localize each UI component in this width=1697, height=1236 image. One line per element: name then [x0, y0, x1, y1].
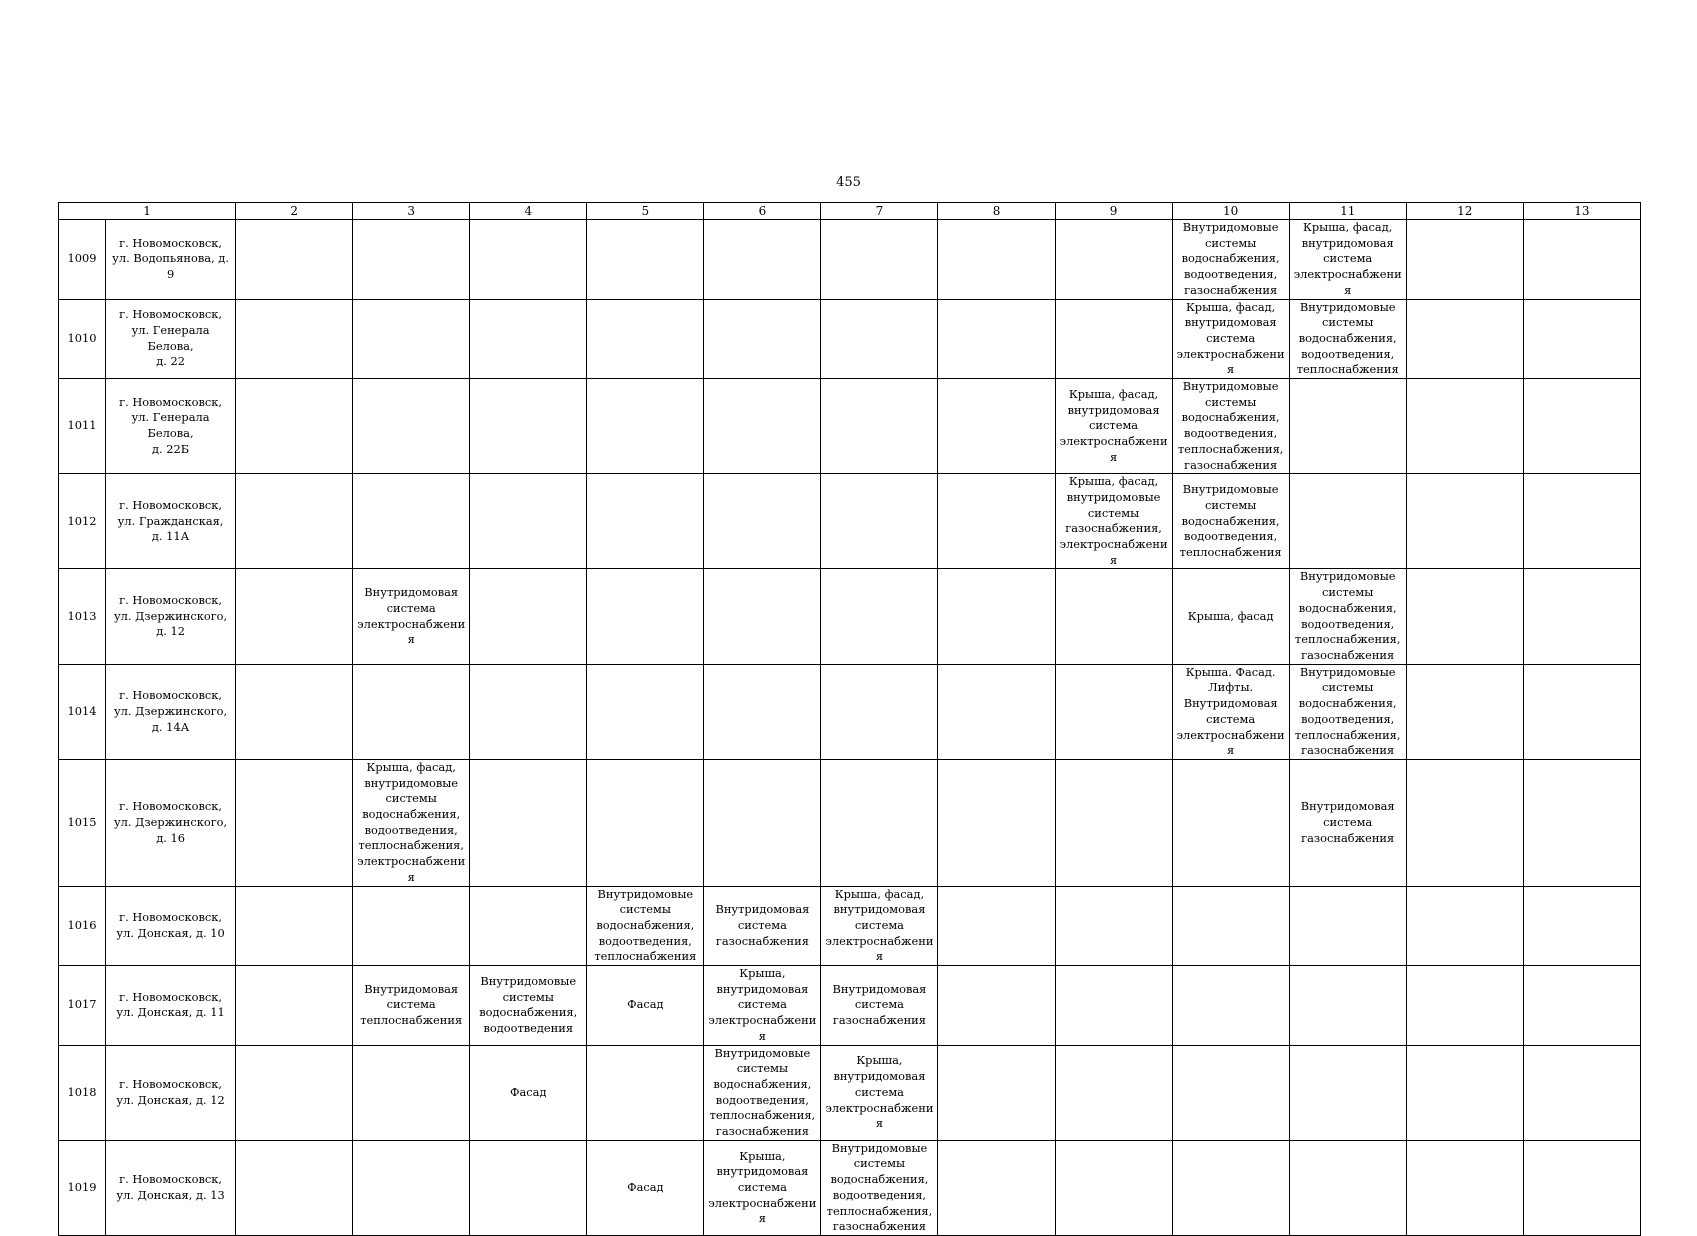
work-cell: Внутридомовые системы водоснабжения, водоотведения, теплоснабжения, газоснабжения [1289, 569, 1406, 664]
row-number-cell: 1009 [59, 220, 106, 300]
table-body [59, 203, 1641, 1236]
work-cell [821, 379, 938, 474]
work-cell [1055, 966, 1172, 1046]
work-cell [1406, 299, 1523, 379]
work-cell [938, 966, 1055, 1046]
work-cell: Внутридомовые системы водоснабжения, водоотведения [470, 966, 587, 1046]
address-cell: г. Новомосковск, ул. Донская, д. 10 [106, 886, 236, 966]
work-cell [470, 569, 587, 664]
work-cell [353, 1140, 470, 1235]
table-row [59, 299, 1641, 379]
column-header: 2 [236, 203, 353, 220]
work-cell [587, 220, 704, 300]
work-cell [236, 664, 353, 759]
work-cell: Фасад [587, 966, 704, 1046]
column-number-row [59, 203, 1641, 220]
address-cell: г. Новомосковск, ул. Донская, д. 11 [106, 966, 236, 1046]
work-cell [353, 664, 470, 759]
row-number-cell: 1010 [59, 299, 106, 379]
work-cell [1523, 966, 1640, 1046]
work-cell: Крыша, фасад, внутридомовые системы газоснабжения, электроснабжения [1055, 474, 1172, 569]
work-cell [1523, 220, 1640, 300]
work-cell: Крыша, фасад, внутридомовая система электроснабжения [1289, 220, 1406, 300]
work-cell [1406, 569, 1523, 664]
work-cell [1055, 299, 1172, 379]
work-cell: Внутридомовые системы водоснабжения, водоотведения, газоснабжения [1172, 220, 1289, 300]
work-cell [704, 664, 821, 759]
work-cell [938, 474, 1055, 569]
address-cell: г. Новомосковск, ул. Генерала Белова, д. 22 [106, 299, 236, 379]
address-cell: г. Новомосковск, ул. Донская, д. 12 [106, 1045, 236, 1140]
work-cell [470, 886, 587, 966]
work-cell: Внутридомовые системы водоснабжения, водоотведения, теплоснабжения, газоснабжения [704, 1045, 821, 1140]
work-cell [1172, 1140, 1289, 1235]
work-cell [1523, 474, 1640, 569]
work-cell [1289, 1045, 1406, 1140]
table-row [59, 886, 1641, 966]
work-cell [587, 759, 704, 886]
row-number-cell: 1015 [59, 759, 106, 886]
work-cell: Фасад [470, 1045, 587, 1140]
work-cell [1523, 1140, 1640, 1235]
work-cell [1055, 1140, 1172, 1235]
column-header: 4 [470, 203, 587, 220]
work-cell [1406, 220, 1523, 300]
work-cell [1172, 966, 1289, 1046]
address-cell: г. Новомосковск, ул. Водопьянова, д. 9 [106, 220, 236, 300]
work-cell: Внутридомовая система газоснабжения [1289, 759, 1406, 886]
work-cell [353, 220, 470, 300]
work-cell [236, 569, 353, 664]
work-cell [938, 1045, 1055, 1140]
work-cell [236, 886, 353, 966]
work-cell [821, 569, 938, 664]
work-cell [353, 1045, 470, 1140]
work-cell [821, 299, 938, 379]
column-header: 8 [938, 203, 1055, 220]
work-cell: Внутридомовые системы водоснабжения, водоотведения, теплоснабжения, газоснабжения [1172, 379, 1289, 474]
column-header: 10 [1172, 203, 1289, 220]
column-header: 5 [587, 203, 704, 220]
work-cell [1406, 379, 1523, 474]
work-cell [236, 220, 353, 300]
work-cell [1172, 759, 1289, 886]
work-cell [1055, 220, 1172, 300]
work-cell: Крыша, фасад, внутридомовые системы водоснабжения, водоотведения, теплоснабжения, электроснабжения [353, 759, 470, 886]
work-cell [236, 1045, 353, 1140]
work-cell [353, 379, 470, 474]
work-cell [1523, 759, 1640, 886]
work-cell [1523, 886, 1640, 966]
work-cell [821, 474, 938, 569]
work-cell [704, 569, 821, 664]
work-cell [236, 759, 353, 886]
work-cell: Внутридомовая система теплоснабжения [353, 966, 470, 1046]
work-cell [236, 379, 353, 474]
address-cell: г. Новомосковск, ул. Гражданская, д. 11А [106, 474, 236, 569]
work-cell [236, 966, 353, 1046]
work-cell: Внутридомовая система газоснабжения [821, 966, 938, 1046]
work-cell [1289, 1140, 1406, 1235]
work-cell [587, 1045, 704, 1140]
work-cell [821, 664, 938, 759]
work-cell: Внутридомовые системы водоснабжения, водоотведения, теплоснабжения [1289, 299, 1406, 379]
column-header: 13 [1523, 203, 1640, 220]
table-row [59, 379, 1641, 474]
table-row [59, 1045, 1641, 1140]
address-cell: г. Новомосковск, ул. Генерала Белова, д. 22Б [106, 379, 236, 474]
work-cell: Крыша, фасад [1172, 569, 1289, 664]
work-cell [938, 220, 1055, 300]
column-header: 1 [59, 203, 236, 220]
work-cell [938, 379, 1055, 474]
row-number-cell: 1012 [59, 474, 106, 569]
row-number-cell: 1013 [59, 569, 106, 664]
work-cell [1055, 664, 1172, 759]
work-cell [1406, 1140, 1523, 1235]
work-cell [587, 474, 704, 569]
address-cell: г. Новомосковск, ул. Донская, д. 13 [106, 1140, 236, 1235]
work-cell [353, 299, 470, 379]
work-cell [1172, 886, 1289, 966]
work-cell: Внутридомовая система газоснабжения [704, 886, 821, 966]
work-cell: Крыша, фасад, внутридомовая система электроснабжения [1172, 299, 1289, 379]
work-cell: Крыша, внутридомовая система электроснабжения [704, 1140, 821, 1235]
work-cell [1406, 759, 1523, 886]
work-cell [587, 664, 704, 759]
address-cell: г. Новомосковск, ул. Дзержинского, д. 14А [106, 664, 236, 759]
work-cell [1523, 379, 1640, 474]
work-cell [470, 474, 587, 569]
work-cell [470, 759, 587, 886]
work-cell [1523, 1045, 1640, 1140]
work-cell [1406, 886, 1523, 966]
work-cell [1406, 1045, 1523, 1140]
column-header: 9 [1055, 203, 1172, 220]
work-cell: Крыша, фасад, внутридомовая система электроснабжения [821, 886, 938, 966]
work-cell [353, 474, 470, 569]
table-row [59, 569, 1641, 664]
work-cell [704, 379, 821, 474]
work-cell [938, 569, 1055, 664]
work-cell [470, 299, 587, 379]
work-cell [938, 664, 1055, 759]
table-row [59, 474, 1641, 569]
repair-schedule-table [58, 202, 1641, 1236]
work-cell [353, 886, 470, 966]
work-cell [470, 220, 587, 300]
work-cell [470, 379, 587, 474]
work-cell: Внутридомовые системы водоснабжения, водоотведения, теплоснабжения [587, 886, 704, 966]
work-cell: Внутридомовые системы водоснабжения, водоотведения, теплоснабжения [1172, 474, 1289, 569]
work-cell [1289, 379, 1406, 474]
row-number-cell: 1016 [59, 886, 106, 966]
work-cell [704, 474, 821, 569]
work-cell [236, 474, 353, 569]
row-number-cell: 1018 [59, 1045, 106, 1140]
work-cell: Крыша, фасад, внутридомовая система электроснабжения [1055, 379, 1172, 474]
page-number: 455 [836, 175, 861, 190]
row-number-cell: 1014 [59, 664, 106, 759]
work-cell [236, 299, 353, 379]
work-cell [1289, 966, 1406, 1046]
work-cell [704, 220, 821, 300]
work-cell [1406, 474, 1523, 569]
work-cell [1523, 664, 1640, 759]
work-cell [821, 759, 938, 886]
work-cell [1055, 569, 1172, 664]
work-cell [1055, 759, 1172, 886]
work-cell [1172, 1045, 1289, 1140]
table-row [59, 759, 1641, 886]
work-cell [470, 664, 587, 759]
work-cell: Внутридомовые системы водоснабжения, водоотведения, теплоснабжения, газоснабжения [1289, 664, 1406, 759]
work-cell: Крыша, внутридомовая система электроснабжения [821, 1045, 938, 1140]
work-cell [587, 569, 704, 664]
column-header: 7 [821, 203, 938, 220]
work-cell [1406, 664, 1523, 759]
work-cell [704, 299, 821, 379]
column-header: 6 [704, 203, 821, 220]
work-cell [1406, 966, 1523, 1046]
work-cell [704, 759, 821, 886]
work-cell [470, 1140, 587, 1235]
work-cell [236, 1140, 353, 1235]
table-row [59, 1140, 1641, 1235]
work-cell [1523, 569, 1640, 664]
work-cell [1055, 1045, 1172, 1140]
row-number-cell: 1011 [59, 379, 106, 474]
work-cell [938, 886, 1055, 966]
work-cell: Фасад [587, 1140, 704, 1235]
work-cell: Внутридомовая система электроснабжения [353, 569, 470, 664]
work-cell [1289, 886, 1406, 966]
work-cell [1289, 474, 1406, 569]
row-number-cell: 1017 [59, 966, 106, 1046]
work-cell [1523, 299, 1640, 379]
table-row [59, 664, 1641, 759]
work-cell [1055, 886, 1172, 966]
work-cell: Крыша. Фасад. Лифты. Внутридомовая система электроснабжения [1172, 664, 1289, 759]
table-row [59, 966, 1641, 1046]
work-cell [587, 379, 704, 474]
column-header: 11 [1289, 203, 1406, 220]
work-cell [821, 220, 938, 300]
work-cell: Внутридомовые системы водоснабжения, водоотведения, теплоснабжения, газоснабжения [821, 1140, 938, 1235]
table-row [59, 220, 1641, 300]
work-cell [938, 1140, 1055, 1235]
work-cell [587, 299, 704, 379]
column-header: 3 [353, 203, 470, 220]
work-cell [938, 299, 1055, 379]
column-header: 12 [1406, 203, 1523, 220]
row-number-cell: 1019 [59, 1140, 106, 1235]
address-cell: г. Новомосковск, ул. Дзержинского, д. 16 [106, 759, 236, 886]
address-cell: г. Новомосковск, ул. Дзержинского, д. 12 [106, 569, 236, 664]
work-cell [938, 759, 1055, 886]
work-cell: Крыша, внутридомовая система электроснабжения [704, 966, 821, 1046]
